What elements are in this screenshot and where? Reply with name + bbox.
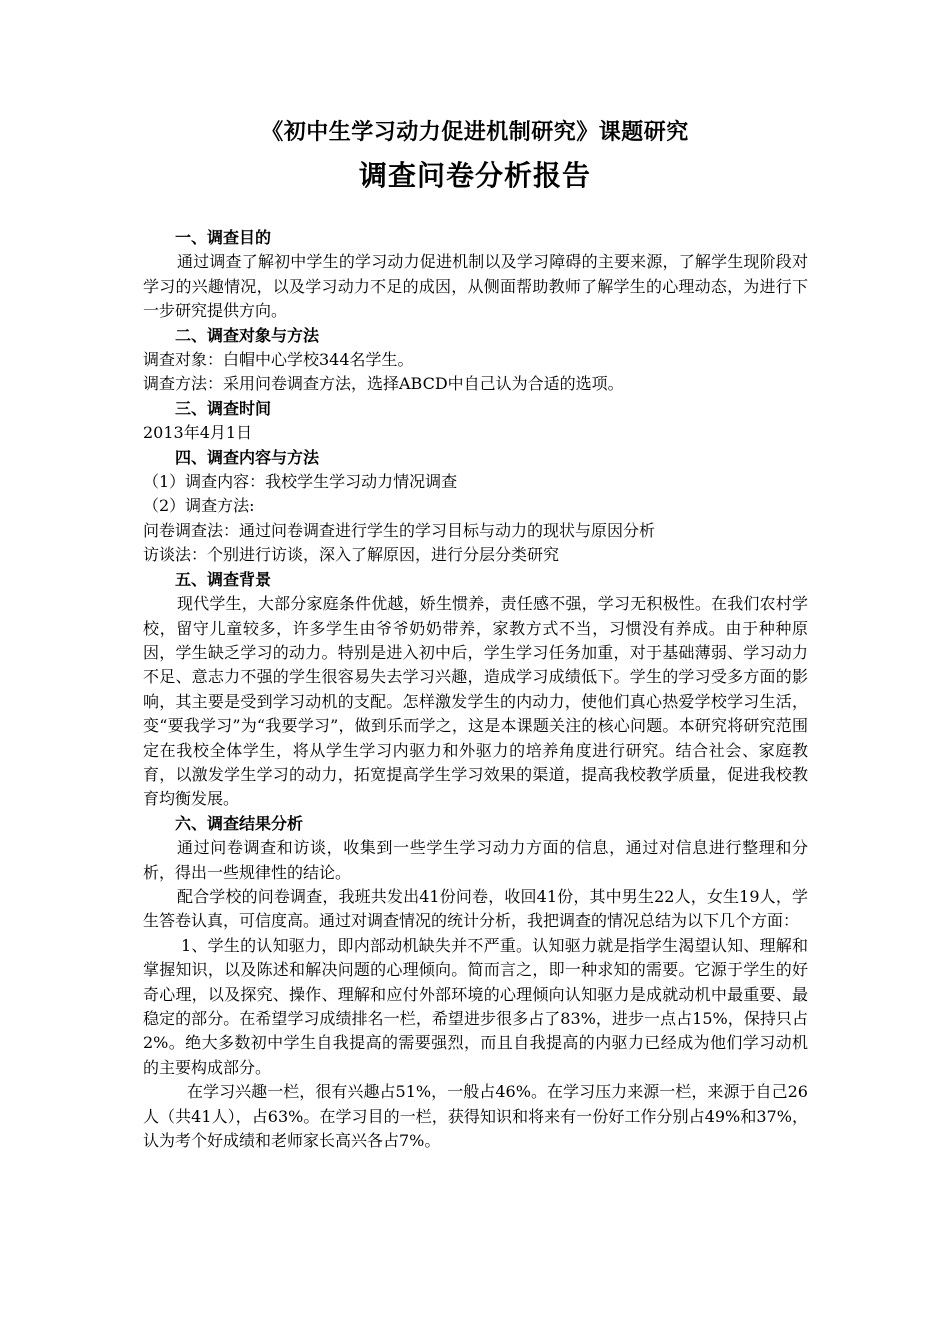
survey-date: 2013年4月1日 [143,423,253,443]
survey-method: 调查方法：采用问卷调查方法，选择ABCD中自己认为合适的选项。 [143,374,624,394]
survey-object: 调查对象：白帽中心学校344名学生。 [143,350,414,370]
results-paragraph-2: 配合学校的问卷调查，我班共发出41份问卷，收回41份，其中男生22人，女生19人，学生答卷认真，可信度高。通过对调查情况的统计分析，我把调查的情况总结为以下几个方面： [143,886,808,931]
interview-method: 访谈法：个别进行访谈，深入了解原因，进行分层分类研究 [143,545,560,565]
report-title-line1: 《初中生学习动力促进机制研究》课题研究 [261,120,689,145]
section-heading-results: 六、调查结果分析 [175,813,304,833]
section-heading-subject: 二、调查对象与方法 [175,325,320,345]
report-title-line2: 调查问卷分析报告 [358,159,591,192]
questionnaire-method: 问卷调查法：通过问卷调查进行学生的学习目标与动力的现状与原因分析 [143,520,656,540]
results-paragraph-3: 1、学生的认知驱力，即内部动机缺失并不严重。认知驱力就是指学生渴望认知、理解和掌握知识，以及陈述和解决问题的心理倾向。简而言之，即一种求知的需要。它源于学生的好奇心理，以及探究、操作、理解和应付外部环境的心理倾向认知驱力是成就动机中最重要、最稳定的部分。在希望学习成绩排名一栏，希望进步很多占了83%，进步一点占15%，保持只占2%。绝大多数初中学生自我提高的需要强烈，而且自我提高的内驱力已经成为他们学习动机的主要构成部分。 [143,935,808,1077]
section-heading-content: 四、调查内容与方法 [175,447,320,467]
section-heading-purpose: 一、调查目的 [175,228,272,247]
content-item-1: （1）调查内容：我校学生学习动力情况调查 [143,472,458,492]
section-heading-time: 三、调查时间 [175,398,272,418]
results-paragraph-4: 在学习兴趣一栏，很有兴趣占51%，一般占46%。在学习压力来源一栏，来源于自己26人（共41人），占63%。在学习目的一栏，获得知识和将来有一份好工作分别占49%和37%，认为考个好成绩和老师家长高兴各占7%。 [143,1082,808,1151]
content-item-2: （2）调查方法: [143,496,255,516]
section-heading-background: 五、调查背景 [175,569,272,589]
report-body [143,226,808,1153]
purpose-paragraph: 通过调查了解初中学生的学习动力促进机制以及学习障碍的主要来源，了解学生现阶段对学习的兴趣情况，以及学习动力不足的成因，从侧面帮助教师了解学生的心理动态，为进行下一步研究提供方向。 [143,252,808,321]
background-paragraph: 现代学生，大部分家庭条件优越，娇生惯养，责任感不强，学习无积极性。在我们农村学校，留守儿童较多，许多学生由爷爷奶奶带养，家教方式不当，习惯没有养成。由于种种原因，学生缺乏学习的动力。特别是进入初中后，学生学习任务加重，对于基础薄弱、学习动力不足、意志力不强的学生很容易失去学习兴趣，造成学习成绩低下。学生的学习受多方面的影响，其主要是受到学习动机的支配。怎样激发学生的内动力，使他们真心热爱学校学习生活，变“要我学习”为“我要学习”，做到乐而学之，这是本课题关注的核心问题。本研究将研究范围定在我校全体学生，将从学生学习内驱力和外驱力的培养角度进行研究。结合社会、家庭教育，以激发学生学习的动力，拓宽提高学生学习效果的渠道，提高我校教学质量，促进我校教育均衡发展。 [143,594,808,809]
results-paragraph-1: 通过问卷调查和访谈，收集到一些学生学习动力方面的信息，通过对信息进行整理和分析，得出一些规律性的结论。 [143,838,808,882]
